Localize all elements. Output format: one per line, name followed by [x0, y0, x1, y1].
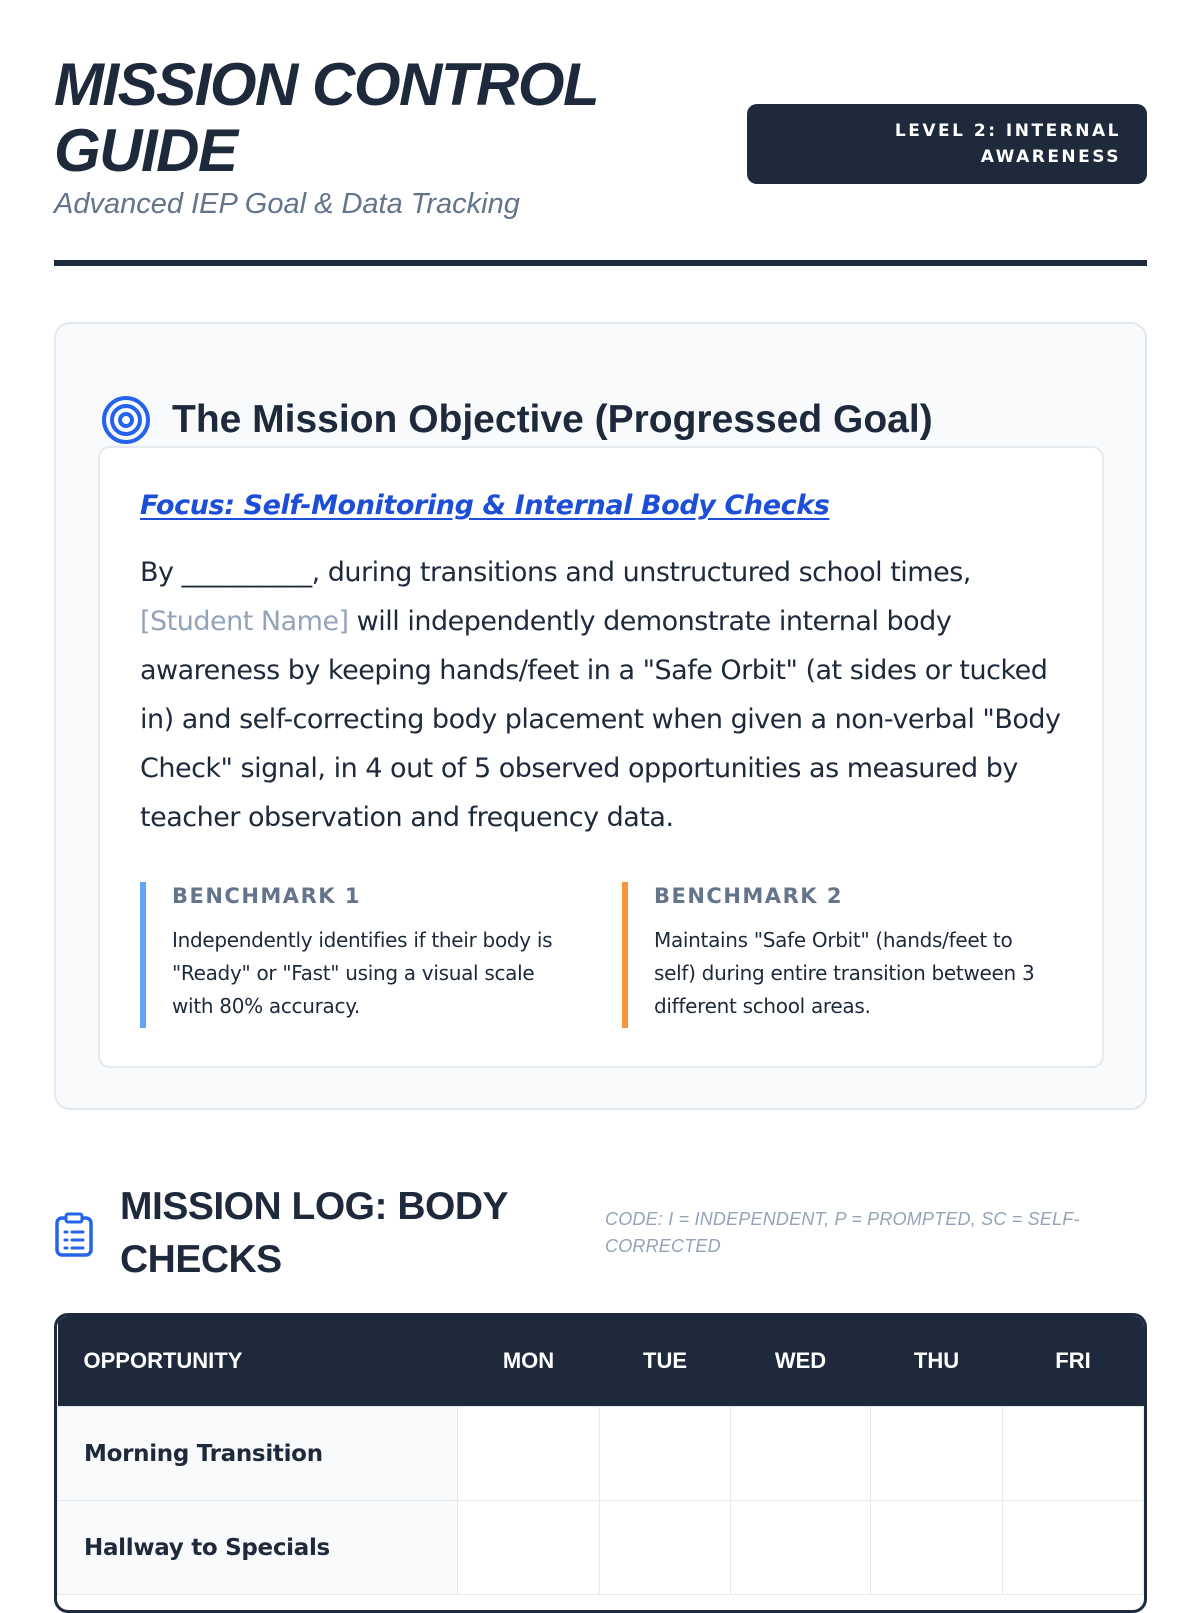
benchmark-1 [140, 882, 562, 1028]
benchmark-text: Independently identifies if their body is "Ready" or "Fast" using a visual scale with 80% accuracy. [172, 928, 553, 1018]
column-header-opportunity: OPPORTUNITY [58, 1316, 458, 1407]
focus-heading: Focus: Self-Monitoring & Internal Body Checks [140, 490, 830, 521]
benchmark-text: Maintains "Safe Orbit" (hands/feet to self) during entire transition between 3 different school areas. [654, 928, 1035, 1018]
benchmark-label: BENCHMARK 1 [172, 884, 361, 908]
benchmark-2 [622, 882, 1044, 1028]
column-header-fri: FRI [1003, 1316, 1144, 1407]
table-header-row [58, 1316, 1144, 1407]
row-label: Morning Transition [58, 1407, 458, 1501]
benchmark-label: BENCHMARK 2 [654, 884, 843, 908]
log-cell-wed[interactable] [731, 1501, 871, 1595]
mission-log-code-legend: CODE: I = INDEPENDENT, P = PROMPTED, SC = SELF-CORRECTED [605, 1209, 1080, 1256]
log-cell-thu[interactable] [871, 1407, 1003, 1501]
target-icon [100, 394, 152, 446]
log-cell-thu[interactable] [871, 1501, 1003, 1595]
row-label: Hallway to Specials [58, 1501, 458, 1595]
column-header-tue: TUE [600, 1316, 731, 1407]
level-badge: LEVEL 2: INTERNAL AWARENESS [747, 104, 1147, 184]
goal-statement [140, 548, 1070, 842]
log-cell-fri[interactable] [1003, 1407, 1144, 1501]
clipboard-icon [54, 1212, 94, 1258]
mission-objective-title: The Mission Objective (Progressed Goal) [172, 398, 933, 442]
log-cell-tue[interactable] [600, 1501, 731, 1595]
goal-panel [98, 446, 1104, 1068]
goal-prefix: By __________, during transitions and unstructured school times, [140, 557, 971, 588]
header-divider [54, 260, 1147, 266]
page-header [54, 52, 1147, 221]
mission-log-title: MISSION LOG: BODY CHECKS [120, 1185, 508, 1281]
page-subtitle: Advanced IEP Goal & Data Tracking [54, 188, 520, 220]
goal-suffix: will independently demonstrate internal body awareness by keeping hands/feet in a "Safe Orbit" (at sides or tucked in) and self-correcting body placement when given a non-verbal "Body Check" signal, in 4 out of 5 observed opportunities as measured by teacher observation and frequency data. [140, 606, 1061, 833]
column-header-mon: MON [458, 1316, 600, 1407]
mission-objective-card [54, 322, 1147, 1110]
log-cell-mon[interactable] [458, 1501, 600, 1595]
log-cell-fri[interactable] [1003, 1501, 1144, 1595]
mission-log-table [54, 1313, 1147, 1613]
table-row [58, 1407, 1144, 1501]
log-cell-wed[interactable] [731, 1407, 871, 1501]
mission-log-header [54, 1176, 1147, 1286]
log-cell-mon[interactable] [458, 1407, 600, 1501]
column-header-thu: THU [871, 1316, 1003, 1407]
log-cell-tue[interactable] [600, 1407, 731, 1501]
page-title: MISSION CONTROL GUIDE [54, 51, 598, 184]
table-row [58, 1501, 1144, 1595]
column-header-wed: WED [731, 1316, 871, 1407]
student-name-placeholder: [Student Name] [140, 606, 349, 637]
